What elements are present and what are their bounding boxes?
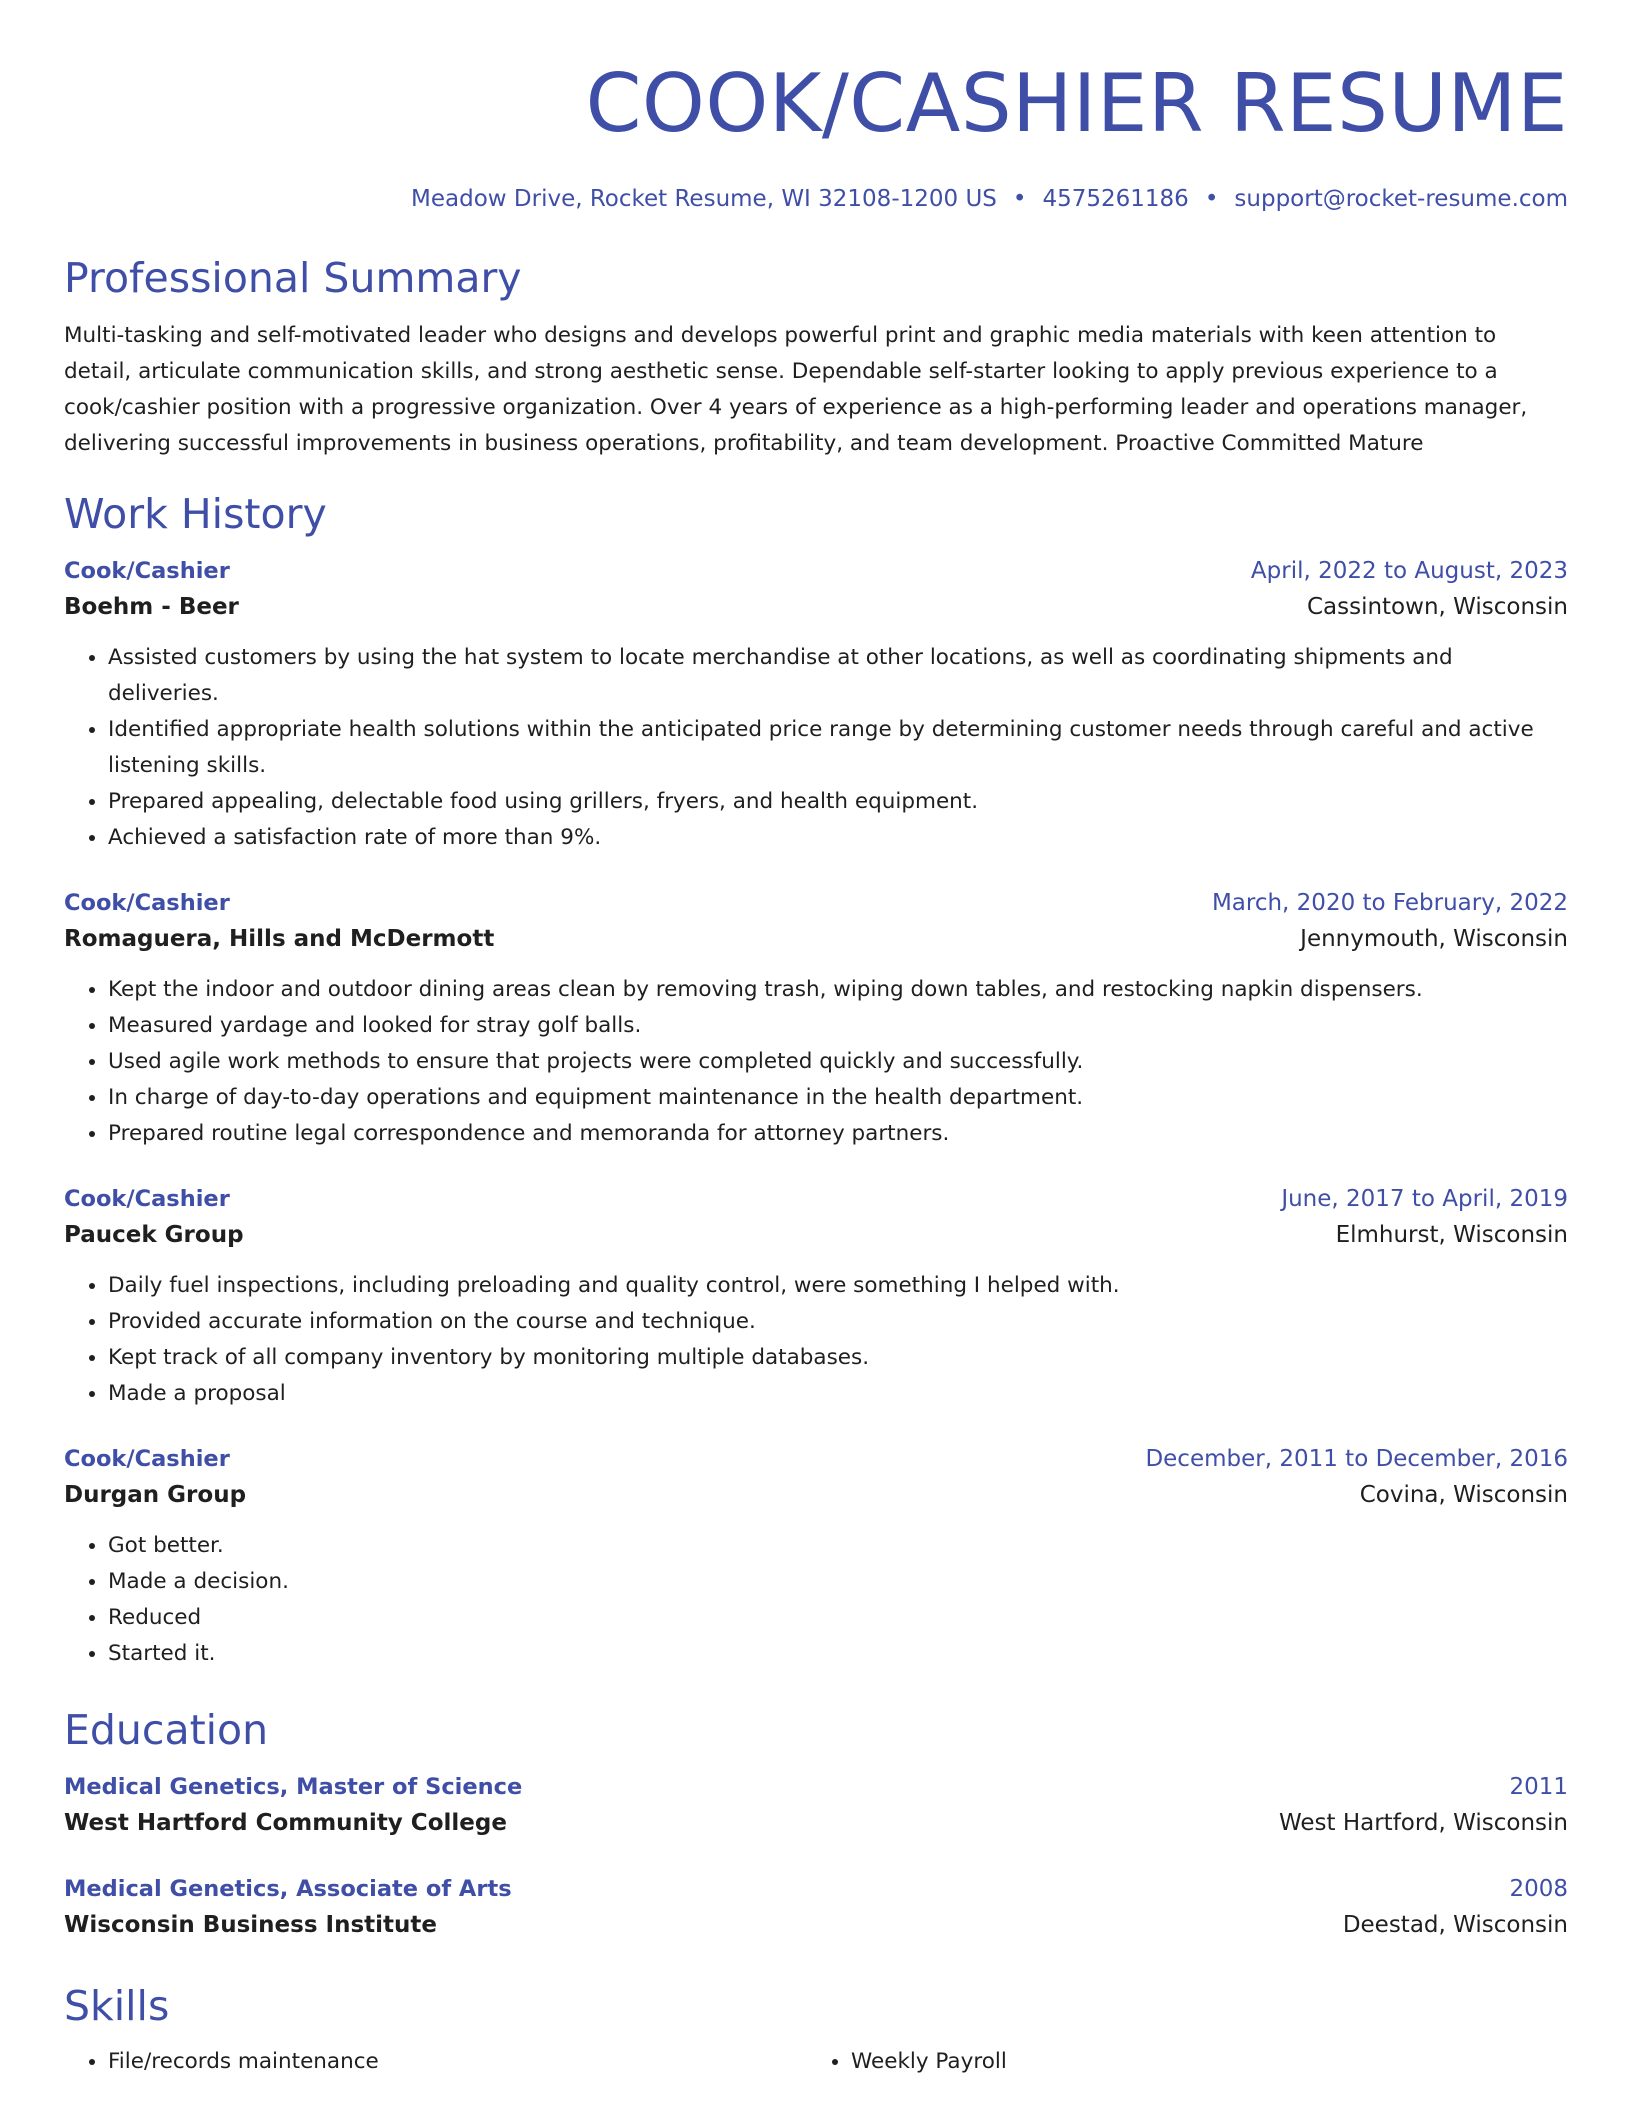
section-title-work-history: Work History — [64, 490, 327, 538]
job-title: Cook/Cashier — [64, 1446, 230, 1472]
job-title: Cook/Cashier — [64, 890, 230, 916]
education-entry — [64, 1770, 1568, 1842]
job-bullet: • Measured yardage and looked for stray golf balls. — [108, 1008, 1568, 1044]
job-bullet: • Reduced — [108, 1600, 1568, 1636]
job-bullet: • Kept track of all company inventory by monitoring multiple databases. — [108, 1340, 1568, 1376]
education-degree: Medical Genetics, Associate of Arts — [64, 1876, 512, 1902]
job-bullets — [64, 1528, 1568, 1672]
contact-line — [64, 184, 1568, 214]
education-school: West Hartford Community College — [64, 1810, 507, 1836]
education-location: West Hartford, Wisconsin — [1278, 1810, 1568, 1836]
job-location: Cassintown, Wisconsin — [1306, 594, 1568, 620]
education-year: 2011 — [1509, 1774, 1568, 1800]
job-bullet: • Daily fuel inspections, including preloading and quality control, were something I helped with. — [108, 1268, 1568, 1304]
job-location: Jennymouth, Wisconsin — [1300, 926, 1568, 952]
job-bullet: • Kept the indoor and outdoor dining areas clean by removing trash, wiping down tables, and restocking napkin dispensers. — [108, 972, 1568, 1008]
job-title: Cook/Cashier — [64, 1186, 230, 1212]
job-entry — [64, 1182, 1568, 1412]
bullet-separator: • — [1012, 186, 1027, 212]
job-entry — [64, 554, 1568, 856]
job-bullet: • Started it. — [108, 1636, 1568, 1672]
job-entry — [64, 886, 1568, 1152]
section-title-education: Education — [64, 1706, 269, 1754]
skills-column-right — [807, 2044, 1550, 2080]
job-bullet: • Got better. — [108, 1528, 1568, 1564]
job-bullet: • Achieved a satisfaction rate of more than 9%. — [108, 820, 1568, 856]
job-bullet: • Assisted customers by using the hat system to locate merchandise at other locations, as well as coordinating shipments and deliveries. — [108, 640, 1568, 712]
job-bullet: • Used agile work methods to ensure that projects were completed quickly and successfully. — [108, 1044, 1568, 1080]
job-company: Durgan Group — [64, 1482, 247, 1508]
job-company: Romaguera, Hills and McDermott — [64, 926, 495, 952]
job-bullet: • Made a proposal — [108, 1376, 1568, 1412]
education-location: Deestad, Wisconsin — [1342, 1912, 1568, 1938]
job-bullet: • Provided accurate information on the course and technique. — [108, 1304, 1568, 1340]
section-title-skills: Skills — [64, 1982, 170, 2030]
job-entry — [64, 1442, 1568, 1672]
education-degree: Medical Genetics, Master of Science — [64, 1774, 523, 1800]
contact-email: support@rocket-resume.com — [1234, 186, 1568, 212]
job-dates: April, 2022 to August, 2023 — [1250, 558, 1568, 584]
resume-title: COOK/CASHIER RESUME — [585, 57, 1568, 150]
summary-text: Multi-tasking and self-motivated leader who designs and develops powerful print and graphic media materials with keen attention to detail, articulate communication skills, and strong aesthetic sense. Dependable self-starter looking to apply previous experience to a cook/cashier position with a progressive organization. Over 4 years of experience as a high-performing leader and operations manager, delivering successful improvements in business operations, profitability, and team development. Proactive Committed Mature — [64, 323, 1528, 456]
job-location: Elmhurst, Wisconsin — [1335, 1222, 1568, 1248]
skills-column-left — [64, 2044, 807, 2080]
job-bullets — [64, 640, 1568, 856]
job-bullet: • Made a decision. — [108, 1564, 1568, 1600]
job-bullet: • Prepared routine legal correspondence and memoranda for attorney partners. — [108, 1116, 1568, 1152]
job-company: Paucek Group — [64, 1222, 244, 1248]
job-location: Covina, Wisconsin — [1359, 1482, 1568, 1508]
job-bullet: • Prepared appealing, delectable food using grillers, fryers, and health equipment. — [108, 784, 1568, 820]
section-title-summary: Professional Summary — [64, 254, 522, 302]
contact-phone: 4575261186 — [1042, 186, 1189, 212]
job-bullet: • In charge of day-to-day operations and equipment maintenance in the health department. — [108, 1080, 1568, 1116]
skill-item: • File/records maintenance — [108, 2044, 807, 2080]
contact-address: Meadow Drive, Rocket Resume, WI 32108-1200 US — [411, 186, 997, 212]
bullet-separator: • — [1204, 186, 1219, 212]
job-dates: March, 2020 to February, 2022 — [1211, 890, 1568, 916]
skill-item: • Weekly Payroll — [851, 2044, 1550, 2080]
education-entry — [64, 1872, 1568, 1944]
skills-list — [64, 2044, 1568, 2080]
education-school: Wisconsin Business Institute — [64, 1912, 438, 1938]
job-dates: December, 2011 to December, 2016 — [1145, 1446, 1568, 1472]
job-bullets — [64, 972, 1568, 1152]
job-dates: June, 2017 to April, 2019 — [1281, 1186, 1568, 1212]
job-title: Cook/Cashier — [64, 558, 230, 584]
job-bullet: • Identified appropriate health solutions within the anticipated price range by determining customer needs through careful and active listening skills. — [108, 712, 1568, 784]
education-year: 2008 — [1509, 1876, 1568, 1902]
job-bullets — [64, 1268, 1568, 1412]
job-company: Boehm - Beer — [64, 594, 239, 620]
